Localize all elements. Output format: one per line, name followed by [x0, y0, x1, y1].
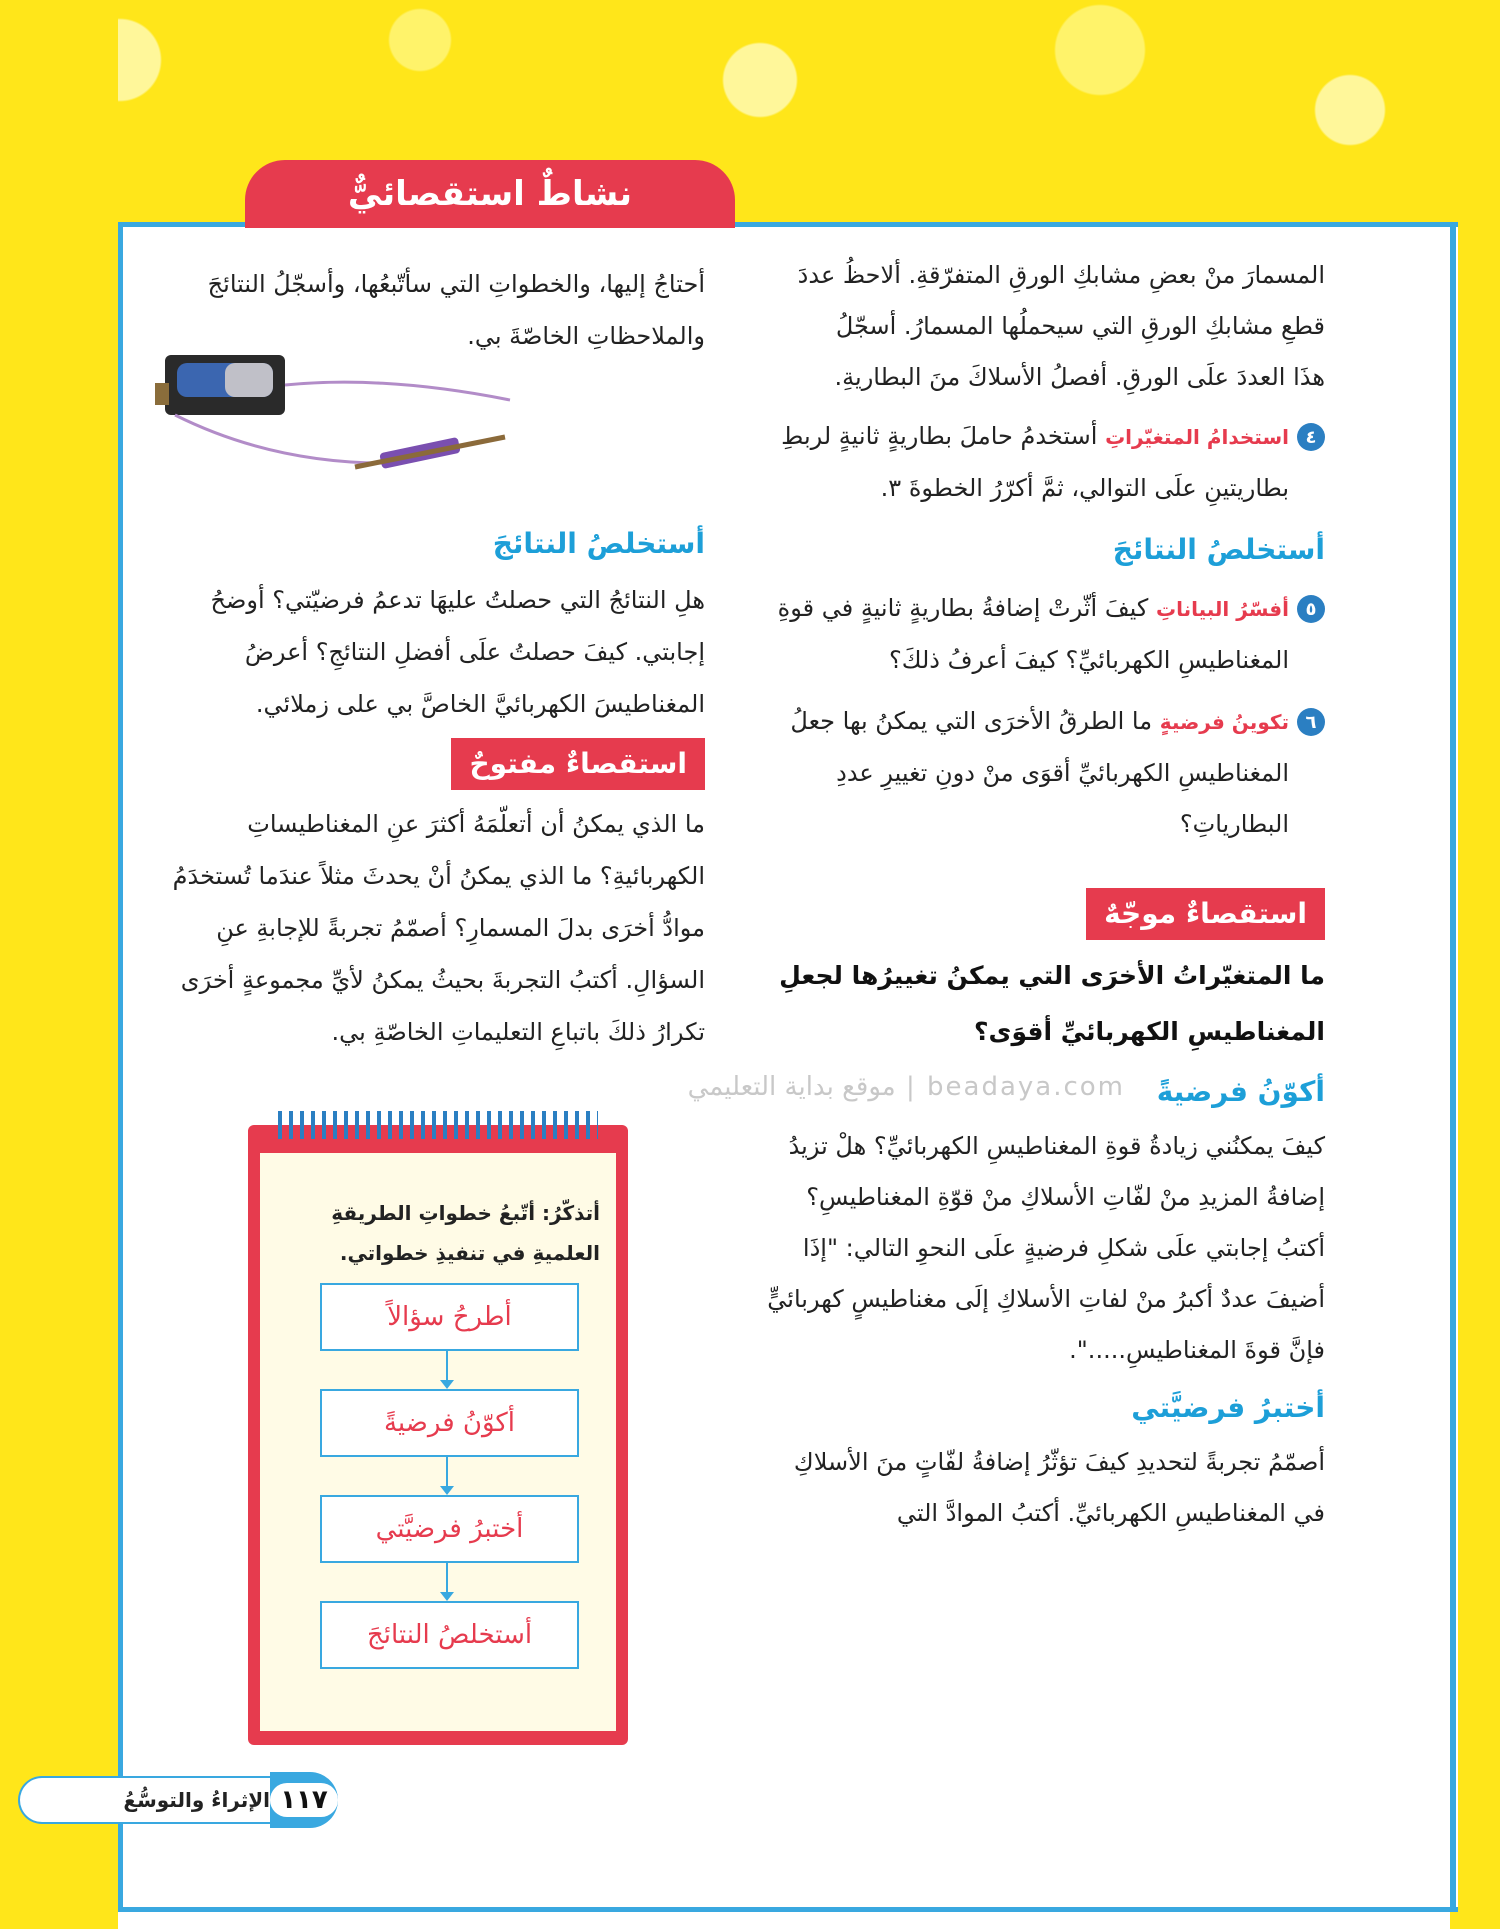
- page-number: ١١٧: [270, 1783, 338, 1817]
- skill-label: استخدامُ المتغيّراتِ: [1105, 425, 1289, 449]
- guided-question: ما المتغيّراتُ الأخرَى التي يمكنُ تغييرُها لجعلِ المغناطيسِ الكهربائيِّ أقوَى؟: [779, 961, 1325, 1046]
- page-frame-right-border: [1450, 222, 1456, 1912]
- guided-inquiry-banner: استقصاءٌ موجّهٌ: [1086, 888, 1325, 940]
- skill-label: أفسّرُ البياناتِ: [1155, 597, 1289, 621]
- section-heading-test: أختبرُ فرضيَّتي: [1131, 1391, 1325, 1424]
- flow-arrow: [446, 1561, 448, 1593]
- open-inquiry-text: ما الذي يمكنُ أن أتعلّمَهُ أكثرَ عنِ المغناطيساتِ الكهربائيةِ؟ ما الذي يمكنُ أنْ يحدثَ مثلاً عندَما تُستخدَمُ موادُّ أخرَى بدلَ المسمارِ؟ أصمّمُ تجربةً للإجابةِ عنِ السؤالِ. أكتبُ التجربةَ بحيثُ يمكنُ لأيِّ مجموعةٍ أخرَى تكرارُ ذلكَ باتباعِ التعليماتِ الخاصّةِ بي.: [172, 810, 705, 1046]
- footer-label: الإثراءُ والتوسُّعُ: [18, 1776, 270, 1824]
- flow-step-test: أختبرُ فرضيَّتي: [320, 1495, 579, 1563]
- step-4: [760, 411, 1325, 514]
- notebook-page: [260, 1153, 616, 1731]
- flow-arrow: [446, 1349, 448, 1381]
- open-inquiry-banner: استقصاءٌ مفتوحٌ: [451, 738, 705, 790]
- step-text: ما الطرقُ الأخرَى التي يمكنُ بها جعلُ المغناطيسِ الكهربائيِّ أقوَى منْ دونِ تغييرِ عددِ البطارياتِ؟: [790, 707, 1289, 838]
- scientific-method-notebook: [248, 1125, 628, 1745]
- flow-step-hypothesis: أكوّنُ فرضيةً: [320, 1389, 579, 1457]
- step-6: [760, 696, 1325, 850]
- step-text: كيفَ أثّرتْ إضافةُ بطاريةٍ ثانيةٍ في قوةِ المغناطيسِ الكهربائيِّ؟ كيفَ أعرفُ ذلكَ؟: [777, 594, 1289, 674]
- step-5: [760, 583, 1325, 686]
- decorative-yellow-left-margin: [0, 0, 118, 1929]
- conclude-text: هلِ النتائجُ التي حصلتُ عليهَا تدعمُ فرضيّتي؟ أوضحُ إجابتي. كيفَ حصلتُ علَى أفضلِ النتائجِ؟ أعرضُ المغناطيسَ الكهربائيَّ الخاصَّ بي على زملائي.: [210, 586, 705, 718]
- notebook-spiral: [278, 1111, 598, 1139]
- step-number-badge: ٥: [1297, 595, 1325, 623]
- intro-line: المسمارَ منْ بعضِ مشابكِ الورقِ المتفرّقةِ. ألاحظُ عددَ: [797, 261, 1325, 289]
- hypothesis-text: كيفَ يمكنُني زيادةُ قوةِ المغناطيسِ الكهربائيِّ؟ هلْ تزيدُ إضافةُ المزيدِ منْ لفّاتِ الأسلاكِ منْ قوّةِ المغناطيسِ؟ أكتبُ إجابتي علَى شكلِ فرضيةٍ علَى النحوِ التالي: "إذَا أضيفَ عددٌ أكبرُ منْ لفاتِ الأسلاكِ إلَى مغناطيسٍ كهربائيٍّ فإنَّ قوةَ المغناطيسِ.....".: [767, 1132, 1325, 1364]
- step-text: أستخدمُ حاملَ بطاريةٍ ثانيةٍ لربطِ بطاريتينِ علَى التوالي، ثمَّ أكرّرُ الخطوةَ ٣.: [781, 422, 1289, 502]
- remember-note: أتذكّرُ: أتّبعُ خطواتِ الطريقةِ العلميةِ في تنفيذِ خطواتي.: [331, 1201, 600, 1265]
- flow-step-conclude: أستخلصُ النتائجَ: [320, 1601, 579, 1669]
- flow-step-ask-question: أطرحُ سؤالاً: [320, 1283, 579, 1351]
- intro-text: أحتاجُ إليها، والخطواتِ التي سأتّبعُها، وأسجّلُ النتائجَ والملاحظاتِ الخاصّةَ بي.: [207, 270, 705, 350]
- right-column: [760, 250, 1325, 1539]
- skill-label: تكوينُ فرضيةٍ: [1159, 710, 1289, 734]
- step-number-badge: ٦: [1297, 708, 1325, 736]
- section-heading-hypothesis: أكوّنُ فرضيةً: [1156, 1075, 1325, 1108]
- intro-line: هذَا العددَ علَى الورقِ. أفصلُ الأسلاكَ منَ البطاريةِ.: [834, 363, 1325, 391]
- test-text: أصمّمُ تجربةً لتحديدِ كيفَ تؤثّرُ إضافةُ لفّاتٍ منَ الأسلاكِ في المغناطيسِ الكهربائيِّ. أكتبُ الموادَّ التي: [793, 1448, 1325, 1527]
- section-heading-conclude: أستخلصُ النتائجَ: [492, 527, 705, 560]
- electromagnet-photo: [155, 345, 515, 470]
- watermark: beadaya.com | موقع بداية التعليمي: [687, 1072, 1125, 1102]
- decorative-yellow-background: [0, 0, 1500, 230]
- section-heading-conclude: أستخلصُ النتائجَ: [1112, 533, 1325, 566]
- intro-line: قطعِ مشابكِ الورقِ التي سيحملُها المسمارُ. أسجّلُ: [835, 312, 1325, 340]
- page-title: نشاطٌ استقصائيٌّ: [245, 160, 735, 228]
- flow-arrow: [446, 1455, 448, 1487]
- step-number-badge: ٤: [1297, 423, 1325, 451]
- page-number-badge: [270, 1772, 338, 1828]
